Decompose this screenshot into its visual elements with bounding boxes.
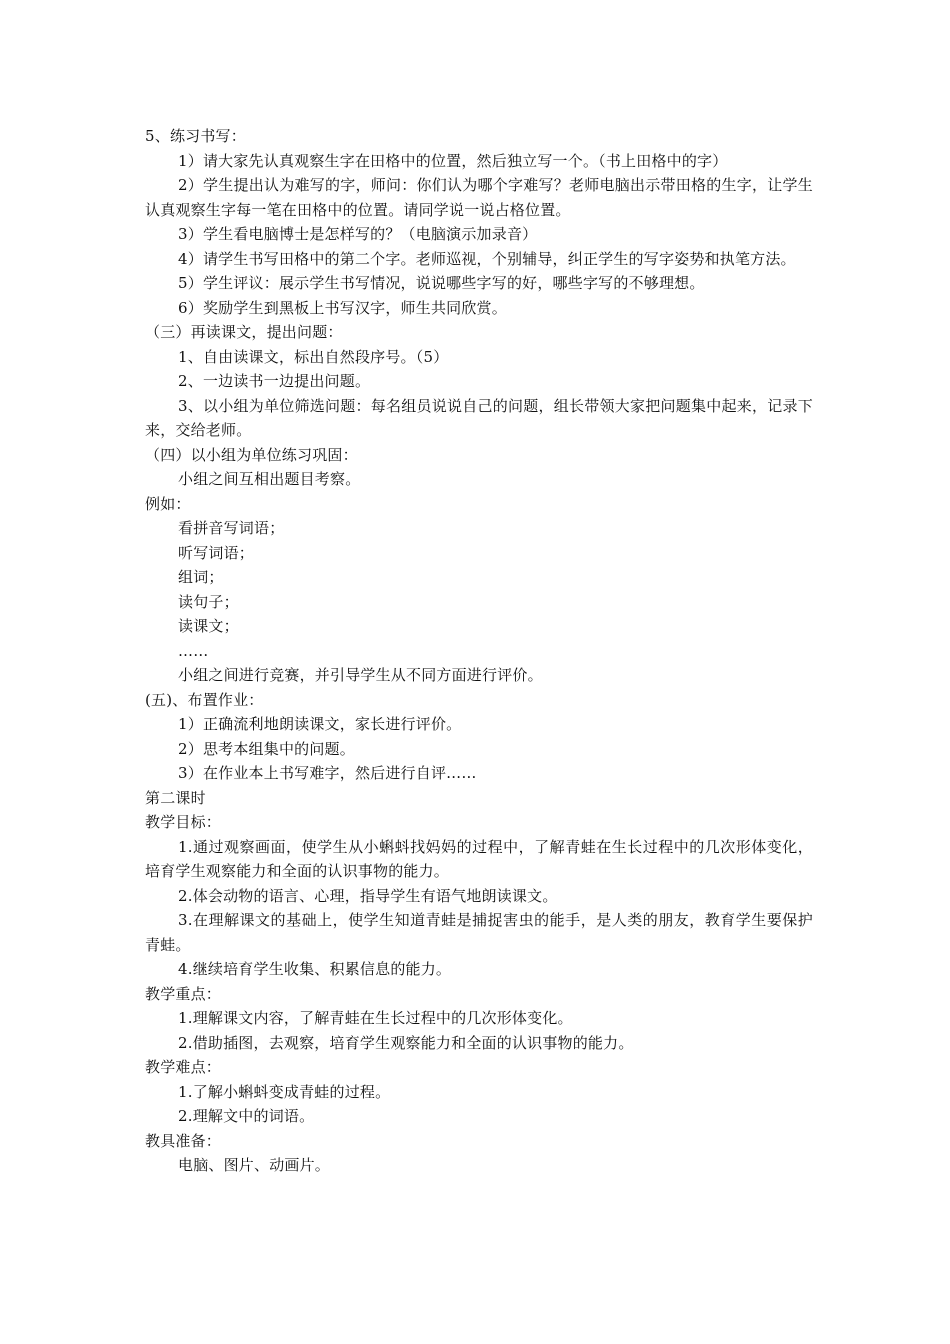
document-body <box>145 124 813 1178</box>
list-item: 2）思考本组集中的问题。 <box>178 739 355 758</box>
paragraph: 2）学生提出认为难写的字，师问：你们认为哪个字难写？老师电脑出示带田格的生字，让学生认真观察生字每一笔在田格中的位置。请同学说一说占格位置。 <box>145 176 813 219</box>
paragraph: 4）请学生书写田格中的第二个字。老师巡视，个别辅导，纠正学生的写字姿势和执笔方法。 <box>178 249 796 268</box>
section-heading-key-points: 教学重点： <box>145 984 222 1003</box>
example-label: 例如： <box>145 494 191 513</box>
paragraph: 小组之间互相出题目考察。 <box>178 470 361 488</box>
list-item: 读句子； <box>178 592 239 611</box>
paragraph: 2、一边读书一边提出问题。 <box>178 372 371 390</box>
section-heading-reread: （三）再读课文，提出问题： <box>145 323 343 341</box>
list-item: 2.理解文中的词语。 <box>178 1107 315 1125</box>
section-heading-homework: (五)、布置作业： <box>145 690 264 709</box>
paragraph: 3、以小组为单位筛选问题：每名组员说说自己的问题，组长带领大家把问题集中起来，记录下来，交给老师。 <box>145 396 813 439</box>
lesson-heading: 第二课时 <box>145 788 206 807</box>
list-item: 读课文； <box>178 617 239 635</box>
list-item: 1.理解课文内容，了解青蛙在生长过程中的几次形体变化。 <box>178 1009 573 1027</box>
paragraph: 5）学生评议：展示学生书写情况，说说哪些字写的好，哪些字写的不够理想。 <box>178 274 705 292</box>
paragraph: 3）学生看电脑博士是怎样写的？（电脑演示加录音） <box>178 225 538 243</box>
list-item: 看拼音写词语； <box>178 519 285 537</box>
list-item: 听写词语； <box>178 543 255 562</box>
list-item: 1）正确流利地朗读课文，家长进行评价。 <box>178 715 462 733</box>
section-heading-group-practice: （四）以小组为单位练习巩固： <box>145 445 358 464</box>
section-heading-materials: 教具准备： <box>145 1131 222 1150</box>
section-heading-objectives: 教学目标： <box>145 813 222 831</box>
paragraph: 6）奖励学生到黑板上书写汉字，师生共同欣赏。 <box>178 298 507 317</box>
list-item: 3）在作业本上书写难字，然后进行自评…… <box>178 764 477 782</box>
paragraph: 电脑、图片、动画片。 <box>178 1156 331 1174</box>
list-item: 2.体会动物的语言、心理，指导学生有语气地朗读课文。 <box>178 886 558 905</box>
list-item: 组词； <box>178 568 224 586</box>
paragraph: 1）请大家先认真观察生字在田格中的位置，然后独立写一个。（书上田格中的字） <box>178 151 728 170</box>
list-item: …… <box>178 641 209 660</box>
paragraph: 1、自由读课文，标出自然段序号。（5） <box>178 347 449 366</box>
list-item: 2.借助插图，去观察，培育学生观察能力和全面的认识事物的能力。 <box>178 1033 634 1052</box>
list-item: 3.在理解课文的基础上，使学生知道青蛙是捕捉害虫的能手，是人类的朋友，教育学生要保护青蛙。 <box>145 911 813 954</box>
paragraph: 小组之间进行竞赛，并引导学生从不同方面进行评价。 <box>178 666 543 684</box>
list-item: 1.了解小蝌蚪变成青蛙的过程。 <box>178 1082 391 1101</box>
section-heading-practice-writing: 5、练习书写： <box>145 127 246 145</box>
list-item: 1.通过观察画面，使学生从小蝌蚪找妈妈的过程中，了解青蛙在生长过程中的几次形体变化，培育学生观察能力和全面的认识事物的能力。 <box>145 837 813 880</box>
section-heading-difficulties: 教学难点： <box>145 1058 222 1076</box>
list-item: 4.继续培育学生收集、积累信息的能力。 <box>178 960 452 978</box>
